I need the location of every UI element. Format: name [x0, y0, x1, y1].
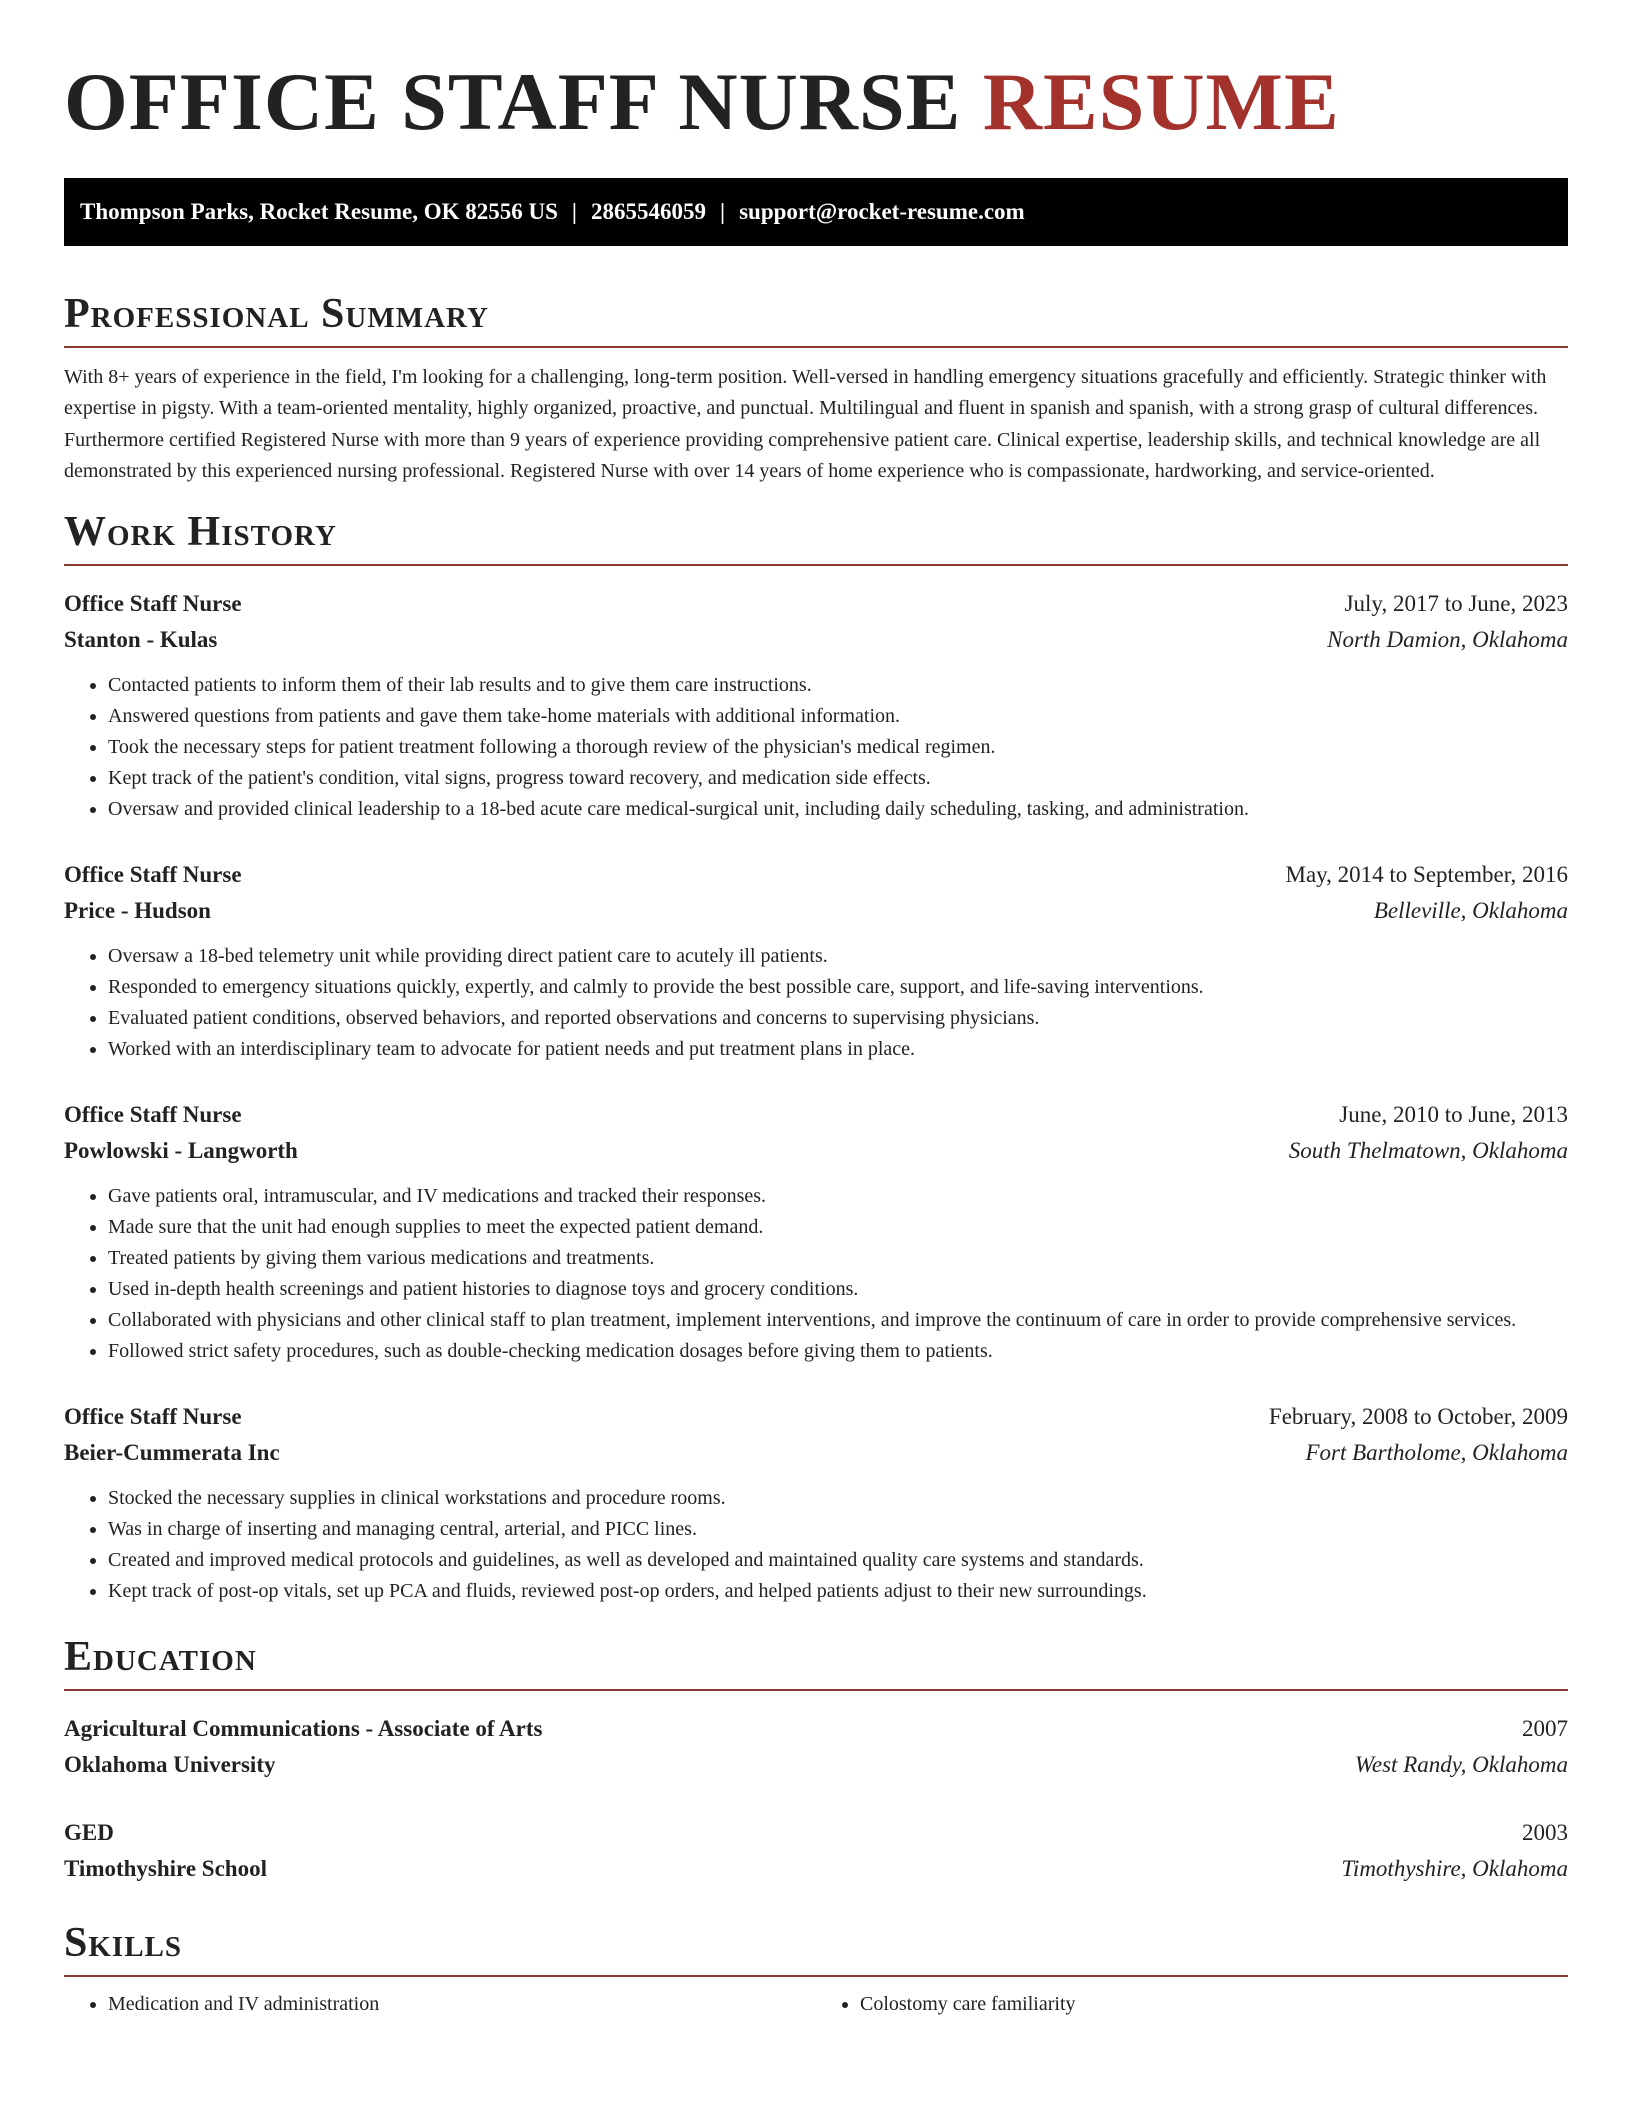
job-header-row	[64, 857, 1568, 893]
resume-title	[64, 0, 1568, 148]
education-location: West Randy, Oklahoma	[1354, 1751, 1568, 1777]
education-school: Timothyshire School	[64, 1855, 267, 1881]
job-company: Price - Hudson	[64, 897, 211, 923]
education-school: Oklahoma University	[64, 1751, 276, 1777]
summary-heading: Professional Summary	[64, 288, 1568, 348]
job-bullet: • Made sure that the unit had enough supplies to meet the expected patient demand.	[108, 1212, 1568, 1243]
education-location: Timothyshire, Oklahoma	[1341, 1855, 1568, 1881]
work-history-heading: Work History	[64, 506, 1568, 566]
job-company-row	[64, 622, 1568, 658]
job-entry	[64, 1399, 1568, 1607]
title-accent: RESUME	[982, 56, 1340, 147]
education-entry	[64, 1815, 1568, 1887]
job-bullet: • Responded to emergency situations quickly, expertly, and calmly to provide the best possible care, support, and life-saving interventions.	[108, 972, 1568, 1003]
skills-grid	[64, 1989, 1568, 2020]
job-header-row	[64, 1399, 1568, 1435]
education-heading: Education	[64, 1631, 1568, 1691]
job-header-row	[64, 1097, 1568, 1133]
job-bullet: • Contacted patients to inform them of their lab results and to give them care instructions.	[108, 670, 1568, 701]
job-bullet: • Kept track of post-op vitals, set up PCA and fluids, reviewed post-op orders, and helped patients adjust to their new surroundings.	[108, 1576, 1568, 1607]
job-bullet: • Answered questions from patients and gave them take-home materials with additional information.	[108, 701, 1568, 732]
education-degree: GED	[64, 1819, 114, 1845]
education-school-row	[64, 1851, 1568, 1887]
contact-email: support@rocket-resume.com	[739, 199, 1025, 224]
job-bullet: • Gave patients oral, intramuscular, and IV medications and tracked their responses.	[108, 1181, 1568, 1212]
contact-phone: 2865546059	[591, 199, 706, 224]
job-bullet: • Took the necessary steps for patient treatment following a thorough review of the physician's medical regimen.	[108, 732, 1568, 763]
job-location: Fort Bartholome, Oklahoma	[1305, 1439, 1568, 1465]
contact-separator: |	[571, 199, 577, 224]
skill-item: • Medication and IV administration	[108, 1989, 816, 2020]
education-degree-row	[64, 1815, 1568, 1851]
job-location: South Thelmatown, Oklahoma	[1288, 1137, 1568, 1163]
education-year: 2007	[1522, 1715, 1568, 1741]
job-company: Powlowski - Langworth	[64, 1137, 298, 1163]
job-location: Belleville, Oklahoma	[1373, 897, 1568, 923]
education-year: 2003	[1522, 1819, 1568, 1845]
job-dates: July, 2017 to June, 2023	[1344, 590, 1568, 616]
education-degree: Agricultural Communications - Associate of Arts	[64, 1715, 543, 1741]
summary-text: With 8+ years of experience in the field, I'm looking for a challenging, long-term position. Well-versed in handling emergency situations gracefully and efficiently. Strategic thinker with expertise in pigsty. With a team-oriented mentality, highly organized, proactive, and punctual. Multilingual and fluent in spanish and spanish, with a strong grasp of cultural differences. Furthermore certified Registered Nurse with more than 9 years of experience providing comprehensive patient care. Clinical expertise, leadership skills, and technical knowledge are all demonstrated by this experienced nursing professional. Registered Nurse with over 14 years of home experience who is compassionate, hardworking, and service-oriented.	[64, 366, 1547, 483]
job-title: Office Staff Nurse	[64, 861, 242, 887]
skill-item: • Colostomy care familiarity	[860, 1989, 1568, 2020]
skills-heading: Skills	[64, 1917, 1568, 1977]
job-entry	[64, 857, 1568, 1065]
job-bullet: • Oversaw and provided clinical leadership to a 18-bed acute care medical-surgical unit, including daily scheduling, tasking, and administration.	[108, 794, 1568, 825]
job-bullet: • Collaborated with physicians and other clinical staff to plan treatment, implement interventions, and improve the continuum of care in order to provide comprehensive services.	[108, 1305, 1568, 1336]
job-bullets	[64, 941, 1568, 1065]
title-main: OFFICE STAFF NURSE	[64, 56, 962, 147]
job-entry	[64, 1097, 1568, 1367]
job-bullet: • Followed strict safety procedures, such as double-checking medication dosages before giving them to patients.	[108, 1336, 1568, 1367]
job-dates: February, 2008 to October, 2009	[1268, 1403, 1568, 1429]
job-bullet: • Used in-depth health screenings and patient histories to diagnose toys and grocery conditions.	[108, 1274, 1568, 1305]
job-bullet: • Worked with an interdisciplinary team to advocate for patient needs and put treatment plans in place.	[108, 1034, 1568, 1065]
job-bullet: • Kept track of the patient's condition, vital signs, progress toward recovery, and medication side effects.	[108, 763, 1568, 794]
job-bullets	[64, 1483, 1568, 1607]
job-company: Stanton - Kulas	[64, 626, 218, 652]
job-company-row	[64, 1133, 1568, 1169]
job-bullet: • Evaluated patient conditions, observed behaviors, and reported observations and concerns to supervising physicians.	[108, 1003, 1568, 1034]
job-location: North Damion, Oklahoma	[1327, 626, 1568, 652]
job-company-row	[64, 1435, 1568, 1471]
job-company-row	[64, 893, 1568, 929]
job-title: Office Staff Nurse	[64, 1403, 242, 1429]
job-bullet: • Oversaw a 18-bed telemetry unit while providing direct patient care to acutely ill patients.	[108, 941, 1568, 972]
job-title: Office Staff Nurse	[64, 590, 242, 616]
job-company: Beier-Cummerata Inc	[64, 1439, 280, 1465]
education-entry	[64, 1711, 1568, 1783]
skills-column-left	[64, 1989, 816, 2020]
skills-column-right	[816, 1989, 1568, 2020]
contact-address: Thompson Parks, Rocket Resume, OK 82556 US	[80, 199, 558, 224]
education-school-row	[64, 1747, 1568, 1783]
education-degree-row	[64, 1711, 1568, 1747]
job-bullet: • Stocked the necessary supplies in clinical workstations and procedure rooms.	[108, 1483, 1568, 1514]
job-entry	[64, 586, 1568, 825]
job-bullet: • Created and improved medical protocols and guidelines, as well as developed and maintained quality care systems and standards.	[108, 1545, 1568, 1576]
job-bullet: • Treated patients by giving them various medications and treatments.	[108, 1243, 1568, 1274]
job-bullet: • Was in charge of inserting and managing central, arterial, and PICC lines.	[108, 1514, 1568, 1545]
job-title: Office Staff Nurse	[64, 1101, 242, 1127]
contact-separator: |	[720, 199, 726, 224]
job-dates: June, 2010 to June, 2013	[1339, 1101, 1568, 1127]
job-header-row	[64, 586, 1568, 622]
job-bullets	[64, 1181, 1568, 1367]
job-dates: May, 2014 to September, 2016	[1285, 861, 1568, 887]
job-bullets	[64, 670, 1568, 825]
contact-bar	[64, 178, 1568, 246]
